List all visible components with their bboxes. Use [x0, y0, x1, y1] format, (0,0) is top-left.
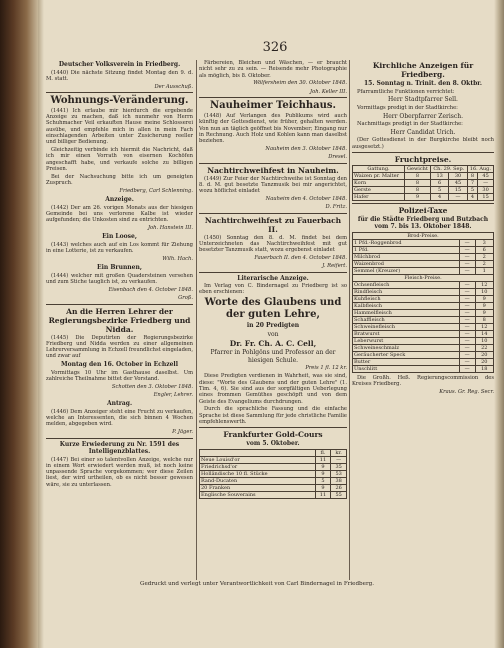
police-tax-subheading: für die Städte Friedberg und Butzbach vom 7. bis 13. Oktober 1848. [357, 215, 489, 231]
table-cell: — [459, 351, 475, 358]
table-cell: 8 [405, 186, 431, 193]
table-row [353, 330, 494, 337]
table-cell: — [459, 344, 475, 351]
divider [199, 427, 347, 428]
table-cell: — [459, 330, 475, 337]
book-author-info: Pfarrer in Pohlgöns und Professor an der hiesigen Schule. [210, 349, 336, 364]
table-cell: 5 [315, 477, 331, 484]
table-cell: Friedrichsd'or [200, 463, 316, 470]
table-cell: Schweinefleisch [353, 323, 460, 330]
table-cell: Schaffleisch [353, 316, 460, 323]
table-cell: 15 [478, 193, 494, 200]
table-cell: Leberwurst [353, 337, 460, 344]
table-cell: 10 [475, 288, 493, 295]
police-tax-table [352, 232, 494, 373]
gold-course-table [199, 449, 347, 499]
table-cell: — [459, 267, 475, 274]
police-tax-signature: Kraus. Gr. Reg. Secr. [439, 389, 494, 396]
table-cell: — [331, 456, 347, 463]
table-row [200, 456, 347, 463]
table-cell: — [459, 309, 475, 316]
notice-text: (1443) welches auch auf ein Los kommt für Ziehung in eine Lotterie, ist zu verkaufen. [46, 241, 193, 255]
notice-text: Im Verlag von C. Bindernagel zu Friedberg ist so eben erschienen: [199, 283, 347, 296]
table-cell: Rindfleisch [353, 288, 460, 295]
church-text: Nachmittags predigt in der Stadtkirche: [357, 121, 463, 128]
notice-text: (1448) Auf Verlangen des Publikums wird auch künftig der Gottesdienst, wie früher, gehalten werden. Von nun an täglich geöffnet bis November; Eingang nur in Rechnung. Auch Holz und Kohlen kann man daselbst beziehen. [199, 112, 347, 145]
notice-highlight: Montag den 16. October in Echzell [61, 361, 178, 369]
gold-course-heading: Frankfurter Gold-Cours [223, 430, 323, 440]
book-title: Worte des Glaubens und der guten Lehre, [204, 297, 342, 321]
notice-signature: Eisenbach den 4. October 1848. [108, 286, 193, 293]
table-row [353, 246, 494, 253]
table-cell: 8 [405, 172, 431, 179]
table-header: 16. Aug. [467, 165, 493, 172]
table-cell: — [459, 302, 475, 309]
table-cell: 55 [331, 491, 347, 498]
notice-signature: Der Ausschuß. [154, 83, 193, 90]
table-cell: 20 [475, 351, 493, 358]
notice-signature: J. Reifert. [322, 263, 347, 270]
table-cell: — [459, 288, 475, 295]
police-tax-signature: Die Großh. Heß. Regierungscommission des Kreises Friedberg. [352, 374, 494, 388]
notice-heading: Nachtirchweihfest zu Fauerbach II. [204, 215, 342, 234]
column-right [352, 60, 494, 580]
table-row [353, 172, 494, 179]
notice-text: (1446) Dem Anzeiger steht eine Frucht zu verkaufen, welche an Interessenten, die sich binnen 4 Wochen melden, abgegeben wird. [46, 408, 193, 428]
church-person: Herr Candidat Urich. [390, 128, 456, 136]
table-row [353, 309, 494, 316]
notice-signature: Wilh. Hach. [162, 256, 193, 263]
book-author: Dr. Fr. Ch. A. C. Cell, [229, 339, 317, 349]
table-row [353, 358, 494, 365]
table-header [200, 449, 316, 456]
table-cell: 9 [315, 484, 331, 491]
table-cell: 9 [475, 295, 493, 302]
divider [46, 438, 193, 439]
table-cell: 5 [467, 186, 477, 193]
table-cell: 9 [405, 193, 431, 200]
table-cell: 6 [430, 179, 448, 186]
table-cell: Kuhfleisch [353, 295, 460, 302]
page-edge [494, 0, 504, 648]
divider [46, 92, 193, 93]
notice-text: Vormittags 10 Uhr im Gasthause daselbst. Um zahlreiche Theilnahme bittet der Vorstand. [46, 369, 193, 382]
table-cell: 4 [467, 193, 477, 200]
table-cell: 14 [475, 330, 493, 337]
table-cell: 11 [315, 491, 331, 498]
table-row [353, 186, 494, 193]
book-subtitle: in 20 Predigten [246, 322, 300, 330]
police-tax-heading: Polizei-Taxe [398, 205, 448, 215]
notice-signature: Engler, Lehrer. [153, 392, 193, 399]
table-cell: 1 Pfd.-Roggenbrod [353, 239, 460, 246]
notice-signature: Joh. Keller III. [310, 88, 347, 95]
table-cell: Bratwurst [353, 330, 460, 337]
table-row [200, 484, 347, 491]
table-cell: — [459, 337, 475, 344]
notice-text: (1442) Der am 26. vorigen Monats aus der hiesigen Gemeinde bei uns verlorene Kalbe ist wieder aufgefunden; die Unkosten sind zu entrichten. [46, 204, 193, 224]
table-cell: — [459, 365, 475, 372]
page-number: 326 [262, 40, 288, 55]
notice-text: (1450) Sonntag den 8. d. M. findet bei dem Unterzeichneten das Nachtirchweihfest mit gut besetzter Tanzmusik statt, wozu ergebenst einladet [199, 234, 347, 254]
notice-heading: Ein Loose, [102, 233, 137, 241]
table-cell: — [459, 323, 475, 330]
notice-signature: Nauheim den 3. Oktober 1848. [265, 145, 347, 152]
table-cell: Rand-Ducaten [200, 477, 316, 484]
table-cell: — [459, 316, 475, 323]
table-cell: 18 [475, 365, 493, 372]
table-cell: 6 [475, 246, 493, 253]
church-person: Herr Stadtpfarrer Sell. [388, 96, 458, 104]
table-cell: Ochsenfleisch [353, 281, 460, 288]
table-cell: 13 [430, 172, 448, 179]
notice-signature: D. Fritz. [325, 204, 347, 211]
table-row [353, 239, 494, 246]
table-cell: Semmel (Kreuzer) [353, 267, 460, 274]
table-cell: 30 [449, 172, 467, 179]
printer-imprint: Gedruckt und verlegt unter Verantwortlichkeit von Carl Bindernagel in Friedberg. [140, 581, 374, 587]
notice-signature: Dresel. [328, 154, 347, 161]
notice-text: Bei der Nachsuchung bitte ich um geneigten Zuspruch. [46, 173, 193, 187]
church-person: Herr Oberpfarrer Zerisch. [382, 112, 464, 120]
table-row [353, 267, 494, 274]
notice-text: Gleichzeitig verbinde ich hiermit die Nachricht, daß ich mir einen Vorrath von eisernen Kochöfen angeschafft habe, und verkaufe solche zu billigen Preisen. [46, 147, 193, 173]
table-row [353, 288, 494, 295]
table-cell: Butter [353, 358, 460, 365]
book-spine [0, 0, 38, 648]
table-header: Gattung. [353, 165, 405, 172]
table-cell: 35 [331, 463, 347, 470]
notice-heading: Antrag. [106, 400, 133, 408]
table-row [353, 302, 494, 309]
table-cell: 5 [430, 186, 448, 193]
table-cell: 8 [475, 316, 493, 323]
table-cell: 45 [449, 179, 467, 186]
table-cell: 2 [475, 253, 493, 260]
table-row [353, 323, 494, 330]
table-header: kr. [331, 449, 347, 456]
column-left [46, 60, 193, 580]
notice-text: Durch die sprachliche Fassung und die einfache Sprache ist diese Sammlung für jede christliche Familie empfehlenswerth. [199, 406, 347, 425]
church-heading: Kirchliche Anzeigen für Friedberg. [372, 61, 474, 79]
table-cell: 1 [475, 267, 493, 274]
table-cell: 7 [467, 179, 477, 186]
notice-text: (1441) Ich erlaube mir hierdurch die ergebende Anzeige zu machen, daß ich nunmehr von Herrn Schuhmacher Veil erkauften Hause meine Schlosserei ausübe, und empfehle mich in allen in mein Fach einschlagenden Arbeiten unter Zusicherung reeller und billiger Bedienung. [46, 107, 193, 146]
notice-heading: Deutscher Volksverein in Friedberg. [58, 61, 181, 68]
divider [199, 163, 347, 164]
table-row [200, 491, 347, 498]
notice-text: (1447) Bei einer so talentvollen Anzeige, welche nur in einem Wort erwiedert werden muß, ist noch keine unpassende Sprache vorgekommen; wer diese Zeilen liest, der wird urtheilen, ob es nicht besser gewesen wäre, sie zu unterlassen. [46, 456, 193, 488]
notice-signature: Fauerbach II. den 4. October 1848. [254, 254, 347, 261]
table-row [353, 337, 494, 344]
divider [199, 213, 347, 214]
notice-signature: Friedberg, Carl Schlenning. [119, 187, 193, 194]
notice-heading: Anzeige. [105, 196, 134, 204]
book-price: Preis 1 fl. 12 kr. [305, 365, 347, 372]
table-cell: — [459, 281, 475, 288]
table-row [353, 344, 494, 351]
table-cell: Unschlitt [353, 365, 460, 372]
table-row [353, 365, 494, 372]
table-cell: Kalbfleisch [353, 302, 460, 309]
table-cell: Hafer [353, 193, 405, 200]
table-row [200, 470, 347, 477]
table-cell: 9 [315, 470, 331, 477]
table-cell: 22 [475, 344, 493, 351]
table-row [353, 253, 494, 260]
notice-text: (1444) welcher mit großen Quadersteinen versehen und zum Stiche tauglich ist, zu verkaufen. [46, 272, 193, 286]
church-text: Pfarramtliche Funktionen verrichtet: [357, 88, 455, 95]
divider [199, 272, 347, 273]
table-row [353, 351, 494, 358]
table-cell: Neue Louisd'or [200, 456, 316, 463]
table-cell: — [459, 239, 475, 246]
table-row [353, 295, 494, 302]
notice-text: (1445) Die Deputirten der Regierungsbezirke Friedberg und Nidda werden zu einer allgemeinen Lehrerversammlung in Echzell freundlichst eingeladen, und zwar auf [46, 334, 193, 360]
notice-heading: Literarische Anzeige. [237, 274, 309, 282]
grain-prices-heading: Fruchtpreise. [394, 154, 452, 164]
notice-signature: P. Jäger. [172, 429, 193, 436]
table-cell: — [459, 246, 475, 253]
table-header: Brod-Preise. [353, 232, 494, 239]
notice-text: Diese Predigten verdienen in Wahrheit, was sie sind, diese: "Worte des Glaubens und der guten Lehre" (1. Tim. 4, 6). Sie sind aus der sorgfältigen Ueberlegung eines frommen Gemüthes geschöpft und von dem Geiste des Evangeliums durchdrungen. [199, 373, 347, 405]
table-row [353, 193, 494, 200]
table-cell: 26 [331, 484, 347, 491]
table-cell: 11 [315, 456, 331, 463]
table-cell: Geräucherter Speck [353, 351, 460, 358]
table-header: fl. [315, 449, 331, 456]
table-cell: — [459, 358, 475, 365]
table-cell: 9 [475, 309, 493, 316]
notice-heading: Nauheimer Teichhaus. [210, 99, 336, 111]
table-cell: 4 [430, 193, 448, 200]
table-row [353, 316, 494, 323]
notice-text: Färbereien, Bleichen und Wäschen, — er braucht nicht sehr zu zu sein. — Reisende mehr Photographie als möglich, bis 8. Oktober. [199, 60, 347, 79]
notice-signature: Wölfersheim den 30. Oktober 1848. [253, 80, 347, 87]
table-cell: 38 [331, 477, 347, 484]
table-cell: Korn [353, 179, 405, 186]
table-header: Gewicht [405, 165, 431, 172]
table-cell: 8 [467, 172, 477, 179]
table-cell: Englische Souverains [200, 491, 316, 498]
notice-heading: Wohnungs-Veränderung. [50, 94, 189, 106]
notice-signature: Schotten den 3. Oktober 1848. [111, 383, 193, 390]
table-cell: 8 [405, 179, 431, 186]
divider [352, 152, 494, 153]
table-cell: 10 [475, 337, 493, 344]
table-row [353, 179, 494, 186]
table-row [353, 260, 494, 267]
table-cell: 9 [315, 463, 331, 470]
table-cell: Schweineschmalz [353, 344, 460, 351]
church-text: Vormittags predigt in der Stadtkirche: [357, 104, 458, 111]
table-cell: — [459, 295, 475, 302]
table-cell: — [459, 260, 475, 267]
column-divider [349, 60, 350, 580]
book-author-prefix: von [267, 330, 279, 338]
notice-signature: Groß. [178, 295, 193, 302]
table-row [200, 477, 347, 484]
divider [199, 97, 347, 98]
table-cell: 2 [475, 260, 493, 267]
table-cell: Hammelfleisch [353, 309, 460, 316]
table-cell: 45 [478, 172, 494, 179]
table-cell: — [449, 193, 467, 200]
church-date: 15. Sonntag n. Trinit. den 8. Oktbr. [364, 80, 482, 87]
table-cell: 12 [475, 281, 493, 288]
table-cell: Gerste [353, 186, 405, 193]
table-cell: 15 [449, 186, 467, 193]
table-cell: 9 [475, 302, 493, 309]
grain-prices-table [352, 165, 494, 201]
table-cell: Milchbrod [353, 253, 460, 260]
notice-heading: An die Herren Lehrer der Regierungsbezirke Friedberg und Nidda. [48, 306, 191, 334]
notice-signature: Joh. Hanstein III. [147, 225, 193, 232]
gold-course-date: vom 5. Oktober. [246, 440, 300, 448]
notice-heading: Ein Brunnen, [97, 264, 142, 272]
table-cell: — [459, 253, 475, 260]
divider [46, 304, 193, 305]
table-cell: — [478, 179, 494, 186]
table-cell: 1 Pfd. [353, 246, 460, 253]
table-cell: 12 [475, 323, 493, 330]
table-cell: 30 [478, 186, 494, 193]
notice-signature: Nauheim den 4. October 1848. [265, 195, 347, 202]
notice-text: (1449) Zur Feier der Nachtirchweihe ist Sonntag den 8. d. M. gut besetzte Tanzmusik bei mir angerichtet, wozu höflichst einladet [199, 175, 347, 195]
table-cell: Waizenbrod [353, 260, 460, 267]
table-cell: 3 [475, 239, 493, 246]
column-divider [196, 60, 197, 580]
page-gutter [38, 0, 44, 648]
table-cell: 53 [331, 470, 347, 477]
table-cell: Waizen pr. Malter [353, 172, 405, 179]
table-header: Fleisch-Preise. [353, 274, 494, 281]
table-cell: 20 Franken [200, 484, 316, 491]
table-cell: Holländische 10 fl. Stücke [200, 470, 316, 477]
table-row [200, 463, 347, 470]
notice-heading: Nachtirchweihfest in Nauheim. [207, 165, 339, 175]
notice-text: (1440) Die nächste Sitzung findet Montag den 9. d. M. statt. [46, 69, 193, 82]
table-row [353, 281, 494, 288]
column-middle [199, 60, 347, 580]
table-header: Ch. 29. Sep. [430, 165, 467, 172]
divider [352, 203, 494, 204]
notice-heading: Kurze Erwiederung zu Nr. 1591 des Intelligenzblattes. [59, 440, 180, 456]
church-note: (Der Gottesdienst in der Burgkirche bleibt noch ausgesetzt.) [352, 137, 494, 150]
table-cell: 20 [475, 358, 493, 365]
